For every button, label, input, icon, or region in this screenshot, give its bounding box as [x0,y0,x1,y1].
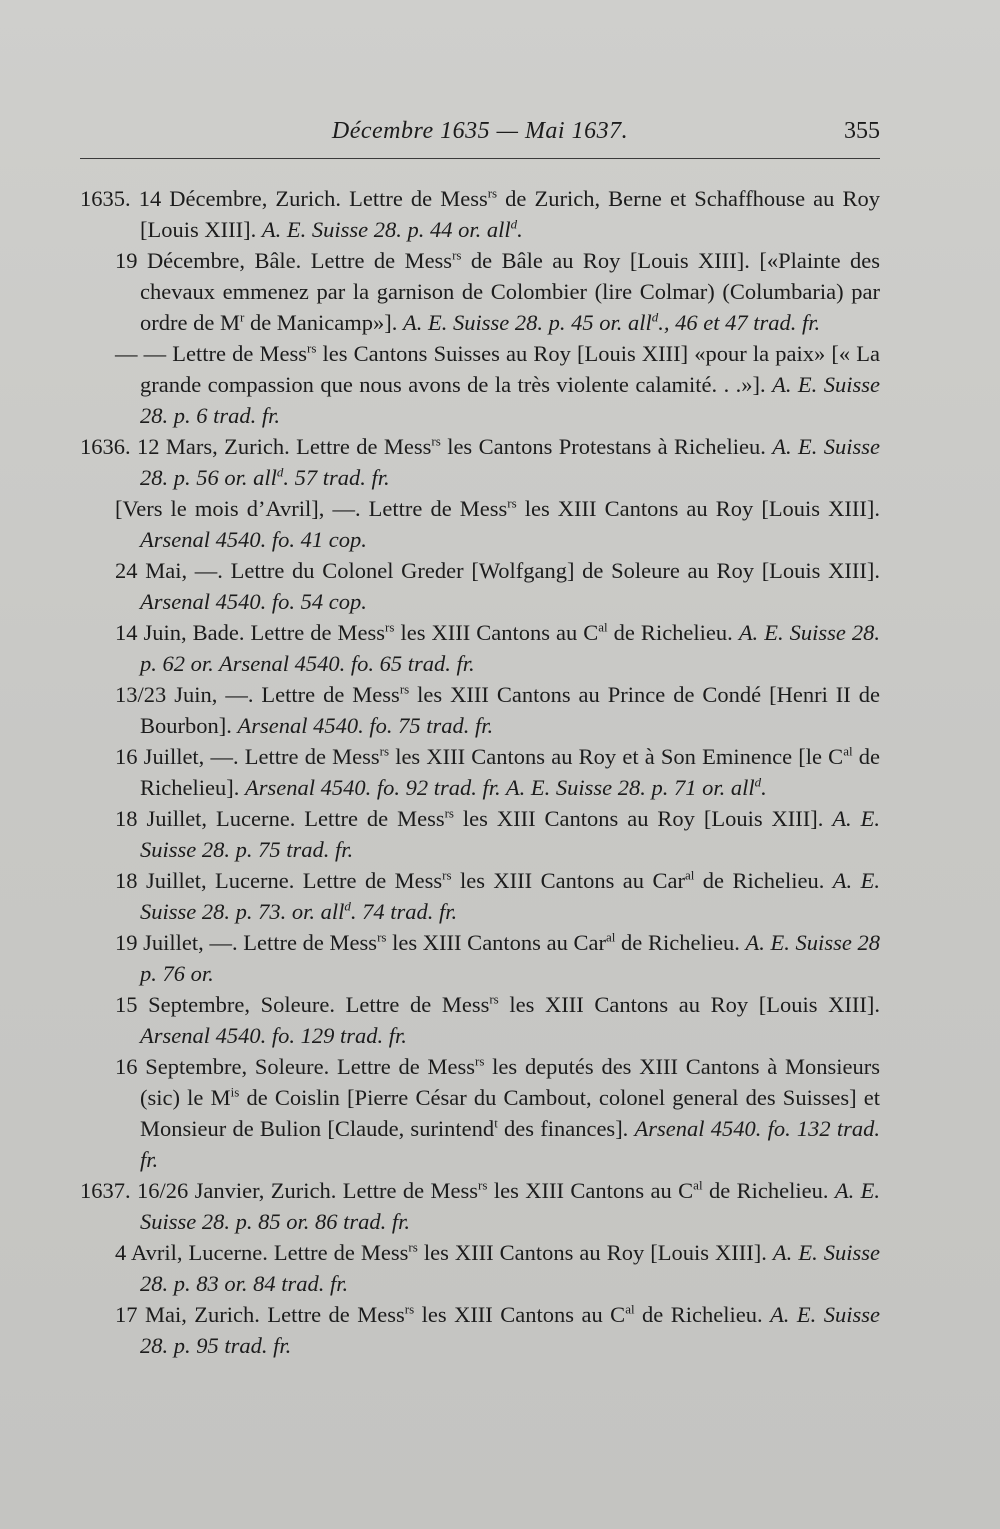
citation: Arsenal 4540. fo. 54 cop. [140,589,367,614]
entry-text: les XIII Cantons au C [394,620,599,645]
citation-superscript: d [754,774,762,790]
entry-text: les XIII Cantons au Car [386,930,606,955]
entry-text: 14 Juin, Bade. Lettre de Mess [115,620,386,645]
entry-text: de Richelieu. [702,1178,835,1203]
superscript: rs [377,929,387,945]
entry-text: les XIII Cantons au Roy [Louis XIII]. [516,496,880,521]
entry-text: — — Lettre de Mess [115,341,308,366]
citation-superscript: d [651,309,659,325]
superscript: r [239,309,245,325]
dated-entry [80,245,880,338]
year-entry [80,1175,880,1237]
citation-tail: . 57 trad. fr. [283,465,390,490]
citation: A. E. Suisse 28. p. 45 or. all [403,310,652,335]
superscript: t [494,1115,498,1131]
entry-text: 15 Septembre, Soleure. Lettre de Mess [115,992,490,1017]
entry-text: de Manicamp»]. [244,310,404,335]
dated-entry [80,1299,880,1361]
superscript: al [625,1301,635,1317]
citation: A. E. Suisse 28. p. 56 or. all [140,434,880,490]
page-number: 355 [844,118,880,144]
dated-entry [80,1051,880,1175]
year-entry [80,431,880,493]
superscript: al [598,619,608,635]
citation: Arsenal 4540. fo. 132 trad. fr. [140,1116,881,1172]
entry-text: les XIII Cantons au Roy [Louis XIII]. [498,992,880,1017]
dated-entry [80,555,880,617]
entry-text: 18 Juillet, Lucerne. Lettre de Mess [115,806,445,831]
citation: A. E. Suisse 28. p. 95 trad. fr. [140,1302,880,1358]
entry-text: les Cantons Protestans à Richelieu. [440,434,773,459]
entry-text: les XIII Cantons au C [414,1302,626,1327]
entry-text: les XIII Cantons au Car [451,868,685,893]
superscript: rs [408,1239,418,1255]
superscript: rs [478,1177,488,1193]
superscript: rs [442,867,452,883]
citation: A. E. Suisse 28. p. 73. or. all [140,868,880,924]
entry-list [80,183,880,1361]
entry-text: 16 Juillet, —. Lettre de Mess [115,744,380,769]
entry-text: 1635. 14 Décembre, Zurich. Lettre de Mess [80,186,488,211]
citation: Arsenal 4540. fo. 41 cop. [140,527,367,552]
dated-entry [80,338,880,431]
dated-entry [80,927,880,989]
entry-text: de Richelieu]. [140,744,880,800]
superscript: al [684,867,695,883]
entry-text: les Cantons Suisses au Roy [Louis XIII] «pour la paix» [« La grande compassion que nous avons de la très violente calamité. . .»]. [140,341,880,397]
superscript: rs [404,1301,415,1317]
dated-entry [80,989,880,1051]
entry-text: de Richelieu. [615,930,746,955]
entry-text: de Zurich, Berne et Schaffhouse au Roy [Louis XIII]. [140,186,880,242]
entry-text: 13/23 Juin, —. Lettre de Mess [115,682,400,707]
entry-text: les deputés des XIII Cantons à Monsieurs (sic) le M [140,1054,880,1110]
dated-entry [80,617,880,679]
superscript: al [606,929,616,945]
entry-text: des finances]. [497,1116,635,1141]
superscript: rs [385,619,395,635]
entry-text: 24 Mai, —. Lettre du Colonel Greder [Wolfgang] de Soleure au Roy [Louis XIII]. [115,558,880,583]
entry-text: de Bâle au Roy [Louis XIII]. [«Plainte des chevaux emmenez par la garnison de Colombier (lire Colmar) (Columbaria) par ordre de M [140,248,881,335]
superscript: rs [475,1053,485,1069]
running-title: Décembre 1635 — Mai 1637. [331,118,629,144]
citation-superscript: d [344,898,351,914]
citation-tail: . 74 trad. fr. [350,899,458,924]
entry-text: de Richelieu. [634,1302,771,1327]
entry-text: les XIII Cantons au Prince de Condé [Henri II de Bourbon]. [140,682,880,738]
superscript: is [230,1084,240,1100]
entry-text: 19 Juillet, —. Lettre de Mess [115,930,378,955]
entry-text: de Richelieu. [694,868,833,893]
entry-text: les XIII Cantons au Roy [Louis XIII]. [417,1240,773,1265]
entry-text: [Vers le mois d’Avril], —. Lettre de Mess [115,496,508,521]
superscript: al [843,743,853,759]
entry-text: 1636. 12 Mars, Zurich. Lettre de Mess [80,434,432,459]
dated-entry [80,493,880,555]
citation-superscript: d [510,216,518,232]
citation: Arsenal 4540. fo. 92 trad. fr. A. E. Suisse 28. p. 71 or. all [244,775,755,800]
entry-text: les XIII Cantons au C [487,1178,694,1203]
citation-tail: . [517,217,523,242]
superscript: rs [379,743,390,759]
superscript: rs [452,247,462,263]
entry-text: 4 Avril, Lucerne. Lettre de Mess [115,1240,409,1265]
citation: A. E. Suisse 28. p. 6 trad. fr. [140,372,880,428]
entry-text: les XIII Cantons au Roy [Louis XIII]. [453,806,833,831]
superscript: rs [487,185,498,201]
citation: A. E. Suisse 28. p. 75 trad. fr. [140,806,880,862]
header-rule [80,158,880,159]
entry-text: 17 Mai, Zurich. Lettre de Mess [115,1302,405,1327]
citation: Arsenal 4540. fo. 129 trad. fr. [140,1023,407,1048]
entry-text: 19 Décembre, Bâle. Lettre de Mess [115,248,453,273]
citation: Arsenal 4540. fo. 75 trad. fr. [237,713,494,738]
dated-entry [80,865,880,927]
dated-entry [80,741,880,803]
superscript: rs [431,433,441,449]
entry-text: 1637. 16/26 Janvier, Zurich. Lettre de Mess [80,1178,479,1203]
superscript: rs [444,805,454,821]
citation: A. E. Suisse 28 p. 76 or. [140,930,880,986]
entry-text: de Coislin [Pierre César du Cambout, colonel general des Suisses] et Monsieur de Bulion [Claude, surintend [140,1085,880,1141]
dated-entry [80,679,880,741]
citation: A. E. Suisse 28. p. 62 or. Arsenal 4540. fo. 65 trad. fr. [140,620,880,676]
entry-text: les XIII Cantons au Roy et à Son Eminence [le C [389,744,844,769]
dated-entry [80,803,880,865]
citation-tail: . [761,775,767,800]
citation: A. E. Suisse 28. p. 85 or. 86 trad. fr. [140,1178,880,1234]
citation-superscript: d [276,464,284,480]
entry-text: de Richelieu. [607,620,739,645]
citation: A. E. Suisse 28. p. 44 or. all [261,217,511,242]
superscript: rs [507,495,517,511]
citation-tail: ., 46 et 47 trad. fr. [658,310,821,335]
dated-entry [80,1237,880,1299]
year-entry [80,183,880,245]
running-head [80,118,880,158]
superscript: rs [307,340,317,356]
citation: A. E. Suisse 28. p. 83 or. 84 trad. fr. [140,1240,880,1296]
entry-text: 18 Juillet, Lucerne. Lettre de Mess [115,868,443,893]
superscript: rs [489,991,499,1007]
superscript: rs [399,681,410,697]
entry-text: 16 Septembre, Soleure. Lettre de Mess [115,1054,476,1079]
superscript: al [693,1177,703,1193]
